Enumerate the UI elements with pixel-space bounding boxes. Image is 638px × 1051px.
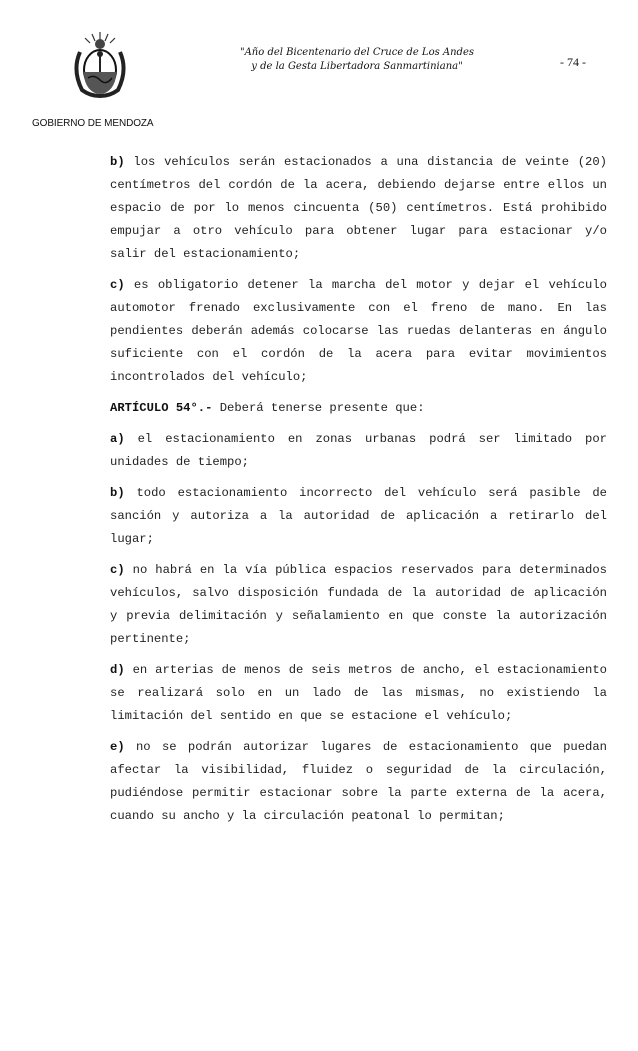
organization-name: GOBIERNO DE MENDOZA [32,118,154,129]
item-label: d) [110,663,125,677]
item-label: c) [110,278,125,292]
paragraph-d-narrow [110,659,607,728]
paragraph-e-visibility [110,736,607,828]
item-label: a) [110,432,125,446]
motto-line-2: y de la Gesta Libertadora Sanmartiniana" [251,61,463,72]
page-number: - 74 - [560,55,586,69]
paragraph-c-engine [110,274,607,389]
paragraph-c-reserved [110,559,607,651]
paragraph-text: todo estacionamiento incorrecto del vehículo será pasible de sanción y autoriza a la autoridad de aplicación a retirarlo del lugar; [110,486,607,546]
paragraph-text: en arterias de menos de seis metros de ancho, el estacionamiento se realizará solo en un lado de las mismas, no existiendo la limitación del sentido en que se estacione el vehículo; [110,663,607,723]
article-label: ARTÍCULO 54°.- [110,401,213,415]
paragraph-text: los vehículos serán estacionados a una distancia de veinte (20) centímetros del cordón de la acera, debiendo dejarse entre ellos un espacio de por lo menos cincuenta (50) centímetros. Está prohibido empujar a otro vehículo para obtener lugar para estacionar y/o salir del estacionamiento; [110,155,607,261]
item-label: b) [110,155,125,169]
item-label: e) [110,740,125,754]
motto-line-1: "Año del Bicentenario del Cruce de Los Andes [239,47,475,58]
item-label: b) [110,486,125,500]
paragraph-b-incorrect [110,482,607,551]
paragraph-text: no habrá en la vía pública espacios reservados para determinados vehículos, salvo disposición fundada de la autoridad de aplicación y previa delimitación y señalamiento en que conste la autorización pertinente; [110,563,607,646]
article-54-heading [110,397,607,420]
item-label: c) [110,563,125,577]
document-body [110,151,607,836]
province-coat-of-arms-icon [70,30,130,100]
paragraph-b-distance [110,151,607,266]
paragraph-a-urban [110,428,607,474]
header-motto [212,46,502,74]
paragraph-text: es obligatorio detener la marcha del motor y dejar el vehículo automotor frenado exclusivamente con el freno de mano. En las pendientes deberán además colocarse las ruedas delanteras en ángulo suficiente con el cordón de la acera para evitar movimientos incontrolados del vehículo; [110,278,607,384]
paragraph-text: Deberá tenerse presente que: [212,401,425,415]
paragraph-text: no se podrán autorizar lugares de estacionamiento que puedan afectar la visibilidad, fluidez o seguridad de la circulación, pudiéndose permitir estacionar sobre la parte externa de la acera, cuando su ancho y la circulación peatonal lo permitan; [110,740,607,823]
paragraph-text: el estacionamiento en zonas urbanas podrá ser limitado por unidades de tiempo; [110,432,607,469]
